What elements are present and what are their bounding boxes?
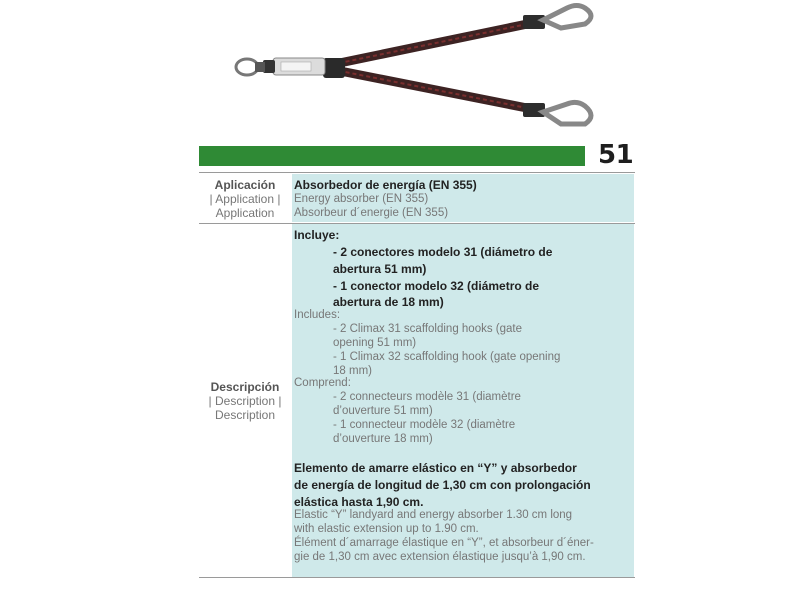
green-bar	[199, 146, 585, 166]
element-fr: gie de 1,30 cm avec extension élastique jusqu’à 1,90 cm.	[294, 551, 586, 563]
item2-fr: - 1 connecteur modèle 32 (diamètre	[333, 419, 516, 431]
includes-en: Includes:	[294, 309, 341, 321]
item2-fr: d’ouverture 18 mm)	[333, 433, 433, 445]
divider	[199, 172, 635, 173]
item2-en: - 1 Climax 32 scaffolding hook (gate opening	[333, 351, 561, 363]
divider	[199, 577, 635, 578]
product-image	[225, 0, 605, 135]
item1-es: abertura 51 mm)	[333, 262, 427, 276]
item1-es: - 2 conectores modelo 31 (diámetro de	[333, 245, 553, 259]
item1-fr: - 2 connecteurs modèle 31 (diamètre	[333, 391, 521, 403]
element-en: with elastic extension up to 1.90 cm.	[294, 523, 479, 535]
item1-en: opening 51 mm)	[333, 337, 417, 349]
description-label: Descripción | Description | Description	[208, 380, 282, 422]
application-title-en: Energy absorber (EN 355)	[294, 193, 429, 205]
element-es: de energía de longitud de 1,30 cm con prolongación	[294, 478, 591, 492]
application-title-es: Absorbedor de energía (EN 355)	[294, 178, 477, 192]
application-label: Aplicación | Application | Application	[209, 178, 281, 220]
includes-fr: Comprend:	[294, 377, 351, 389]
element-fr: Élément d´amarrage élastique en “Y”, et absorbeur d´éner-	[294, 537, 594, 549]
application-title-fr: Absorbeur d´energie (EN 355)	[294, 207, 449, 219]
item1-fr: d’ouverture 51 mm)	[333, 405, 433, 417]
element-en: Elastic “Y” landyard and energy absorber 1.30 cm long	[294, 509, 573, 521]
item2-es: - 1 conector modelo 32 (diámetro de	[333, 279, 540, 293]
includes-es: Incluye:	[294, 228, 340, 242]
element-es: elástica hasta 1,90 cm.	[294, 495, 424, 509]
item2-en: 18 mm)	[333, 365, 372, 377]
model-number: 51	[598, 140, 634, 170]
element-es: Elemento de amarre elástico en “Y” y absorbedor	[294, 461, 577, 475]
item1-en: - 2 Climax 31 scaffolding hooks (gate	[333, 323, 522, 335]
item2-es: abertura de 18 mm)	[333, 295, 444, 309]
